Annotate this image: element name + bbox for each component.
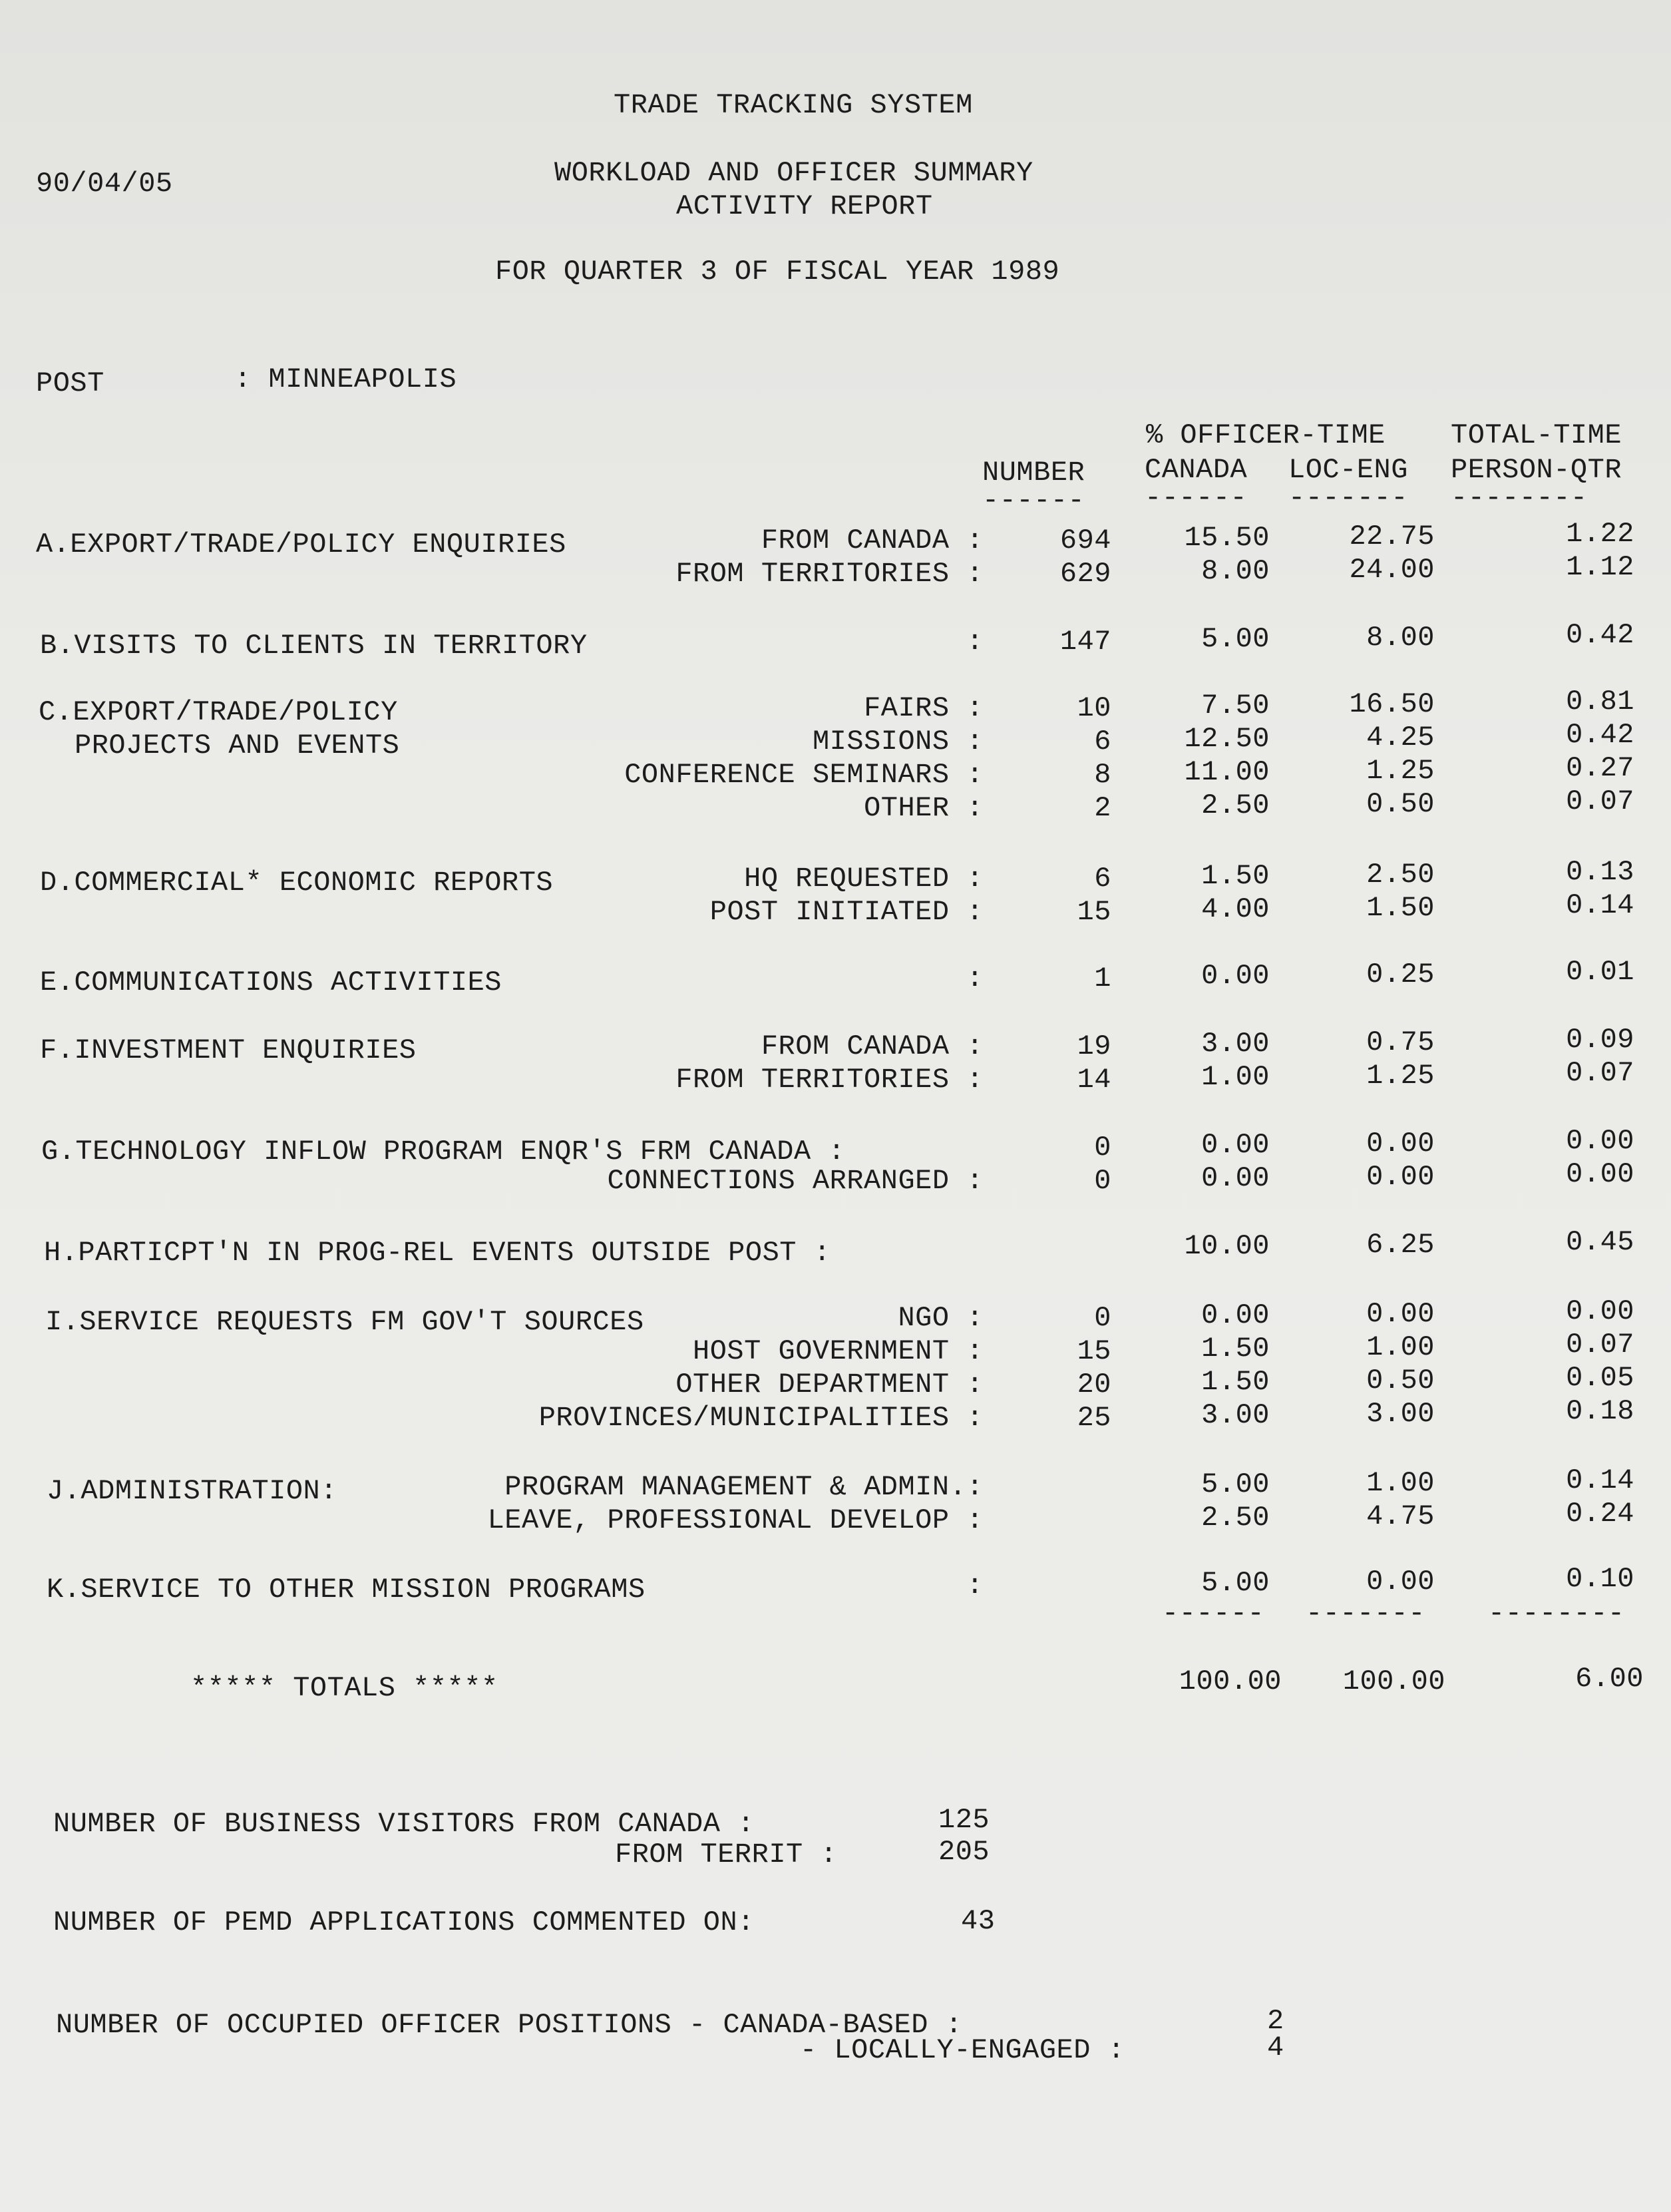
totals-canada: 100.00 <box>1179 1665 1282 1697</box>
row-loc-eng: 1.50 <box>1366 892 1435 924</box>
row-loc-eng: 1.25 <box>1366 1060 1435 1092</box>
row-person-qtr: 0.10 <box>1566 1563 1634 1595</box>
row-loc-eng: 1.00 <box>1366 1331 1435 1363</box>
row-section-label: B.VISITS TO CLIENTS IN TERRITORY <box>40 630 588 662</box>
column-header-loc-eng: LOC-ENG <box>1288 454 1408 486</box>
row-sub-label: NGO : <box>898 1302 984 1334</box>
row-section-label: E.COMMUNICATIONS ACTIVITIES <box>40 967 502 998</box>
row-person-qtr: 0.42 <box>1566 619 1634 651</box>
totals-loc-eng: 100.00 <box>1342 1665 1445 1697</box>
row-person-qtr: 0.05 <box>1566 1362 1634 1394</box>
row-loc-eng: 22.75 <box>1349 521 1435 553</box>
totals-label: ***** TOTALS ***** <box>190 1672 498 1704</box>
row-sub-label: MISSIONS : <box>812 726 984 758</box>
row-canada: 2.50 <box>1201 789 1270 821</box>
row-loc-eng: 2.50 <box>1366 859 1435 891</box>
row-number: 0 <box>1094 1165 1111 1197</box>
row-loc-eng: 8.00 <box>1366 622 1435 654</box>
row-number: 20 <box>1077 1369 1111 1401</box>
visitors-territ-value: 205 <box>938 1836 990 1868</box>
row-person-qtr: 1.22 <box>1566 518 1634 550</box>
row-canada: 0.00 <box>1201 1162 1270 1194</box>
row-loc-eng: 24.00 <box>1349 554 1435 586</box>
row-number: 0 <box>1094 1302 1111 1334</box>
row-canada: 0.00 <box>1201 1129 1270 1161</box>
totals-person-qtr: 6.00 <box>1575 1663 1644 1695</box>
row-sub-label: : <box>966 626 984 658</box>
row-canada: 3.00 <box>1201 1399 1270 1431</box>
column-header-total-time: TOTAL-TIME <box>1451 419 1622 451</box>
row-number: 14 <box>1077 1064 1111 1096</box>
visitors-canada-value: 125 <box>938 1804 990 1836</box>
row-section-label: D.COMMERCIAL* ECONOMIC REPORTS <box>40 867 554 899</box>
column-header-number: NUMBER <box>982 457 1085 489</box>
row-canada: 5.00 <box>1201 1468 1270 1500</box>
row-person-qtr: 0.14 <box>1566 1464 1634 1496</box>
report-period: FOR QUARTER 3 OF FISCAL YEAR 1989 <box>495 256 1060 288</box>
row-person-qtr: 0.27 <box>1566 752 1634 784</box>
row-loc-eng: 1.25 <box>1366 755 1435 787</box>
row-number: 694 <box>1059 525 1111 556</box>
row-section-label: K.SERVICE TO OTHER MISSION PROGRAMS <box>47 1574 646 1606</box>
row-canada: 5.00 <box>1201 1567 1270 1599</box>
row-person-qtr: 0.24 <box>1566 1498 1634 1530</box>
row-section-label: PROJECTS AND EVENTS <box>75 730 400 762</box>
positions-canada-value: 2 <box>1267 2005 1284 2037</box>
row-sub-label: CONFERENCE SEMINARS : <box>624 759 984 791</box>
row-loc-eng: 0.50 <box>1366 788 1435 820</box>
row-loc-eng: 4.75 <box>1366 1500 1435 1532</box>
row-canada: 12.50 <box>1184 723 1270 755</box>
row-canada: 4.00 <box>1201 893 1270 925</box>
column-header-person-qtr: PERSON-QTR <box>1451 454 1622 486</box>
row-number: 10 <box>1077 692 1111 724</box>
row-sub-label: HOST GOVERNMENT : <box>693 1335 984 1367</box>
row-person-qtr: 0.00 <box>1566 1295 1634 1327</box>
visitors-canada-label: NUMBER OF BUSINESS VISITORS FROM CANADA : <box>53 1808 755 1840</box>
row-person-qtr: 0.13 <box>1566 856 1634 888</box>
row-number: 15 <box>1077 896 1111 928</box>
row-number: 147 <box>1059 626 1111 658</box>
row-canada: 0.00 <box>1201 1299 1270 1331</box>
row-number: 1 <box>1094 963 1111 995</box>
row-sub-label: FROM CANADA : <box>761 525 984 556</box>
positions-canada-label: NUMBER OF OCCUPIED OFFICER POSITIONS - CANADA-BASED : <box>56 2009 963 2041</box>
positions-local-value: 4 <box>1267 2032 1284 2064</box>
row-loc-eng: 0.25 <box>1366 959 1435 991</box>
row-number: 19 <box>1077 1030 1111 1062</box>
report-date: 90/04/05 <box>36 168 173 200</box>
row-loc-eng: 0.50 <box>1366 1365 1435 1397</box>
row-person-qtr: 0.42 <box>1566 719 1634 751</box>
positions-local-label: - LOCALLY-ENGAGED : <box>800 2034 1125 2066</box>
row-canada: 15.50 <box>1184 522 1270 554</box>
row-loc-eng: 6.25 <box>1366 1229 1435 1261</box>
row-section-label: F.INVESTMENT ENQUIRIES <box>40 1034 417 1066</box>
totals-rule-person-qtr: -------- <box>1488 1598 1625 1630</box>
row-person-qtr: 0.01 <box>1566 956 1634 988</box>
system-title: TRADE TRACKING SYSTEM <box>614 89 973 121</box>
row-canada: 1.50 <box>1201 860 1270 892</box>
column-header-canada: CANADA <box>1145 454 1248 486</box>
row-sub-label: LEAVE, PROFESSIONAL DEVELOP : <box>487 1504 984 1536</box>
row-loc-eng: 3.00 <box>1366 1398 1435 1430</box>
row-sub-label: : <box>966 1570 984 1602</box>
report-title-line-1: WORKLOAD AND OFFICER SUMMARY <box>554 157 1033 189</box>
row-loc-eng: 1.00 <box>1366 1467 1435 1499</box>
row-canada: 3.00 <box>1201 1028 1270 1060</box>
row-loc-eng: 0.00 <box>1366 1566 1435 1598</box>
row-canada: 1.50 <box>1201 1333 1270 1365</box>
row-number: 629 <box>1059 558 1111 590</box>
column-rule-person-qtr: -------- <box>1451 482 1588 514</box>
row-sub-label: OTHER DEPARTMENT : <box>675 1369 984 1401</box>
row-canada: 5.00 <box>1201 623 1270 655</box>
row-canada: 2.50 <box>1201 1502 1270 1534</box>
row-person-qtr: 0.07 <box>1566 785 1634 817</box>
column-rule-number: ------ <box>982 485 1085 517</box>
row-number: 25 <box>1077 1402 1111 1434</box>
row-section-label: C.EXPORT/TRADE/POLICY <box>39 696 398 728</box>
row-loc-eng: 0.75 <box>1366 1026 1435 1058</box>
row-sub-label: POST INITIATED : <box>709 896 984 928</box>
column-rule-canada: ------ <box>1145 482 1248 514</box>
row-sub-label: FROM TERRITORIES : <box>675 1064 984 1096</box>
row-person-qtr: 0.09 <box>1566 1024 1634 1056</box>
row-canada: 7.50 <box>1201 690 1270 722</box>
row-sub-label: : <box>966 963 984 995</box>
row-person-qtr: 1.12 <box>1566 551 1634 583</box>
row-sub-label: PROGRAM MANAGEMENT & ADMIN.: <box>504 1471 984 1503</box>
post-label: POST <box>36 367 104 399</box>
column-rule-loc-eng: ------- <box>1288 482 1408 514</box>
row-section-label: J.ADMINISTRATION: <box>47 1475 337 1507</box>
report-title-line-2: ACTIVITY REPORT <box>676 190 933 222</box>
row-number: 0 <box>1094 1132 1111 1164</box>
row-sub-label: HQ REQUESTED : <box>744 863 984 895</box>
row-loc-eng: 0.00 <box>1366 1161 1435 1193</box>
pemd-label: NUMBER OF PEMD APPLICATIONS COMMENTED ON: <box>53 1906 755 1938</box>
row-sub-label: FAIRS : <box>864 692 984 724</box>
row-loc-eng: 0.00 <box>1366 1298 1435 1330</box>
row-person-qtr: 0.14 <box>1566 889 1634 921</box>
row-loc-eng: 4.25 <box>1366 722 1435 754</box>
row-number: 6 <box>1094 726 1111 758</box>
visitors-territ-label: FROM TERRIT : <box>615 1839 838 1871</box>
row-person-qtr: 0.81 <box>1566 686 1634 718</box>
row-number: 6 <box>1094 863 1111 895</box>
row-canada: 11.00 <box>1184 756 1270 788</box>
row-sub-label: FROM TERRITORIES : <box>675 558 984 590</box>
row-number: 15 <box>1077 1335 1111 1367</box>
row-person-qtr: 0.18 <box>1566 1395 1634 1427</box>
row-sub-label: OTHER : <box>864 792 984 824</box>
row-loc-eng: 0.00 <box>1366 1128 1435 1160</box>
pemd-value: 43 <box>961 1905 996 1937</box>
row-canada: 1.00 <box>1201 1061 1270 1093</box>
row-person-qtr: 0.07 <box>1566 1329 1634 1361</box>
post-value: : MINNEAPOLIS <box>234 363 457 395</box>
row-section-label: A.EXPORT/TRADE/POLICY ENQUIRIES <box>36 529 566 560</box>
row-canada: 1.50 <box>1201 1366 1270 1398</box>
row-sub-label: PROVINCES/MUNICIPALITIES : <box>538 1402 984 1434</box>
column-header-pct-officer-time: % OFFICER-TIME <box>1146 419 1386 451</box>
row-section-label: G.TECHNOLOGY INFLOW PROGRAM ENQR'S FRM CANADA : <box>41 1136 846 1168</box>
totals-rule-loc-eng: ------- <box>1306 1598 1425 1630</box>
row-section-label: H.PARTICPT'N IN PROG-REL EVENTS OUTSIDE POST : <box>44 1237 831 1269</box>
row-person-qtr: 0.07 <box>1566 1057 1634 1089</box>
row-person-qtr: 0.45 <box>1566 1226 1634 1258</box>
row-section-label: I.SERVICE REQUESTS FM GOV'T SOURCES <box>45 1306 644 1338</box>
row-person-qtr: 0.00 <box>1566 1158 1634 1190</box>
row-number: 8 <box>1094 759 1111 791</box>
row-sub-label: CONNECTIONS ARRANGED : <box>607 1165 984 1197</box>
totals-rule-canada: ------ <box>1162 1598 1265 1630</box>
row-canada: 0.00 <box>1201 960 1270 992</box>
row-sub-label: FROM CANADA : <box>761 1030 984 1062</box>
row-canada: 8.00 <box>1201 555 1270 587</box>
row-canada: 10.00 <box>1184 1230 1270 1262</box>
row-loc-eng: 16.50 <box>1349 688 1435 720</box>
row-person-qtr: 0.00 <box>1566 1125 1634 1157</box>
row-number: 2 <box>1094 792 1111 824</box>
